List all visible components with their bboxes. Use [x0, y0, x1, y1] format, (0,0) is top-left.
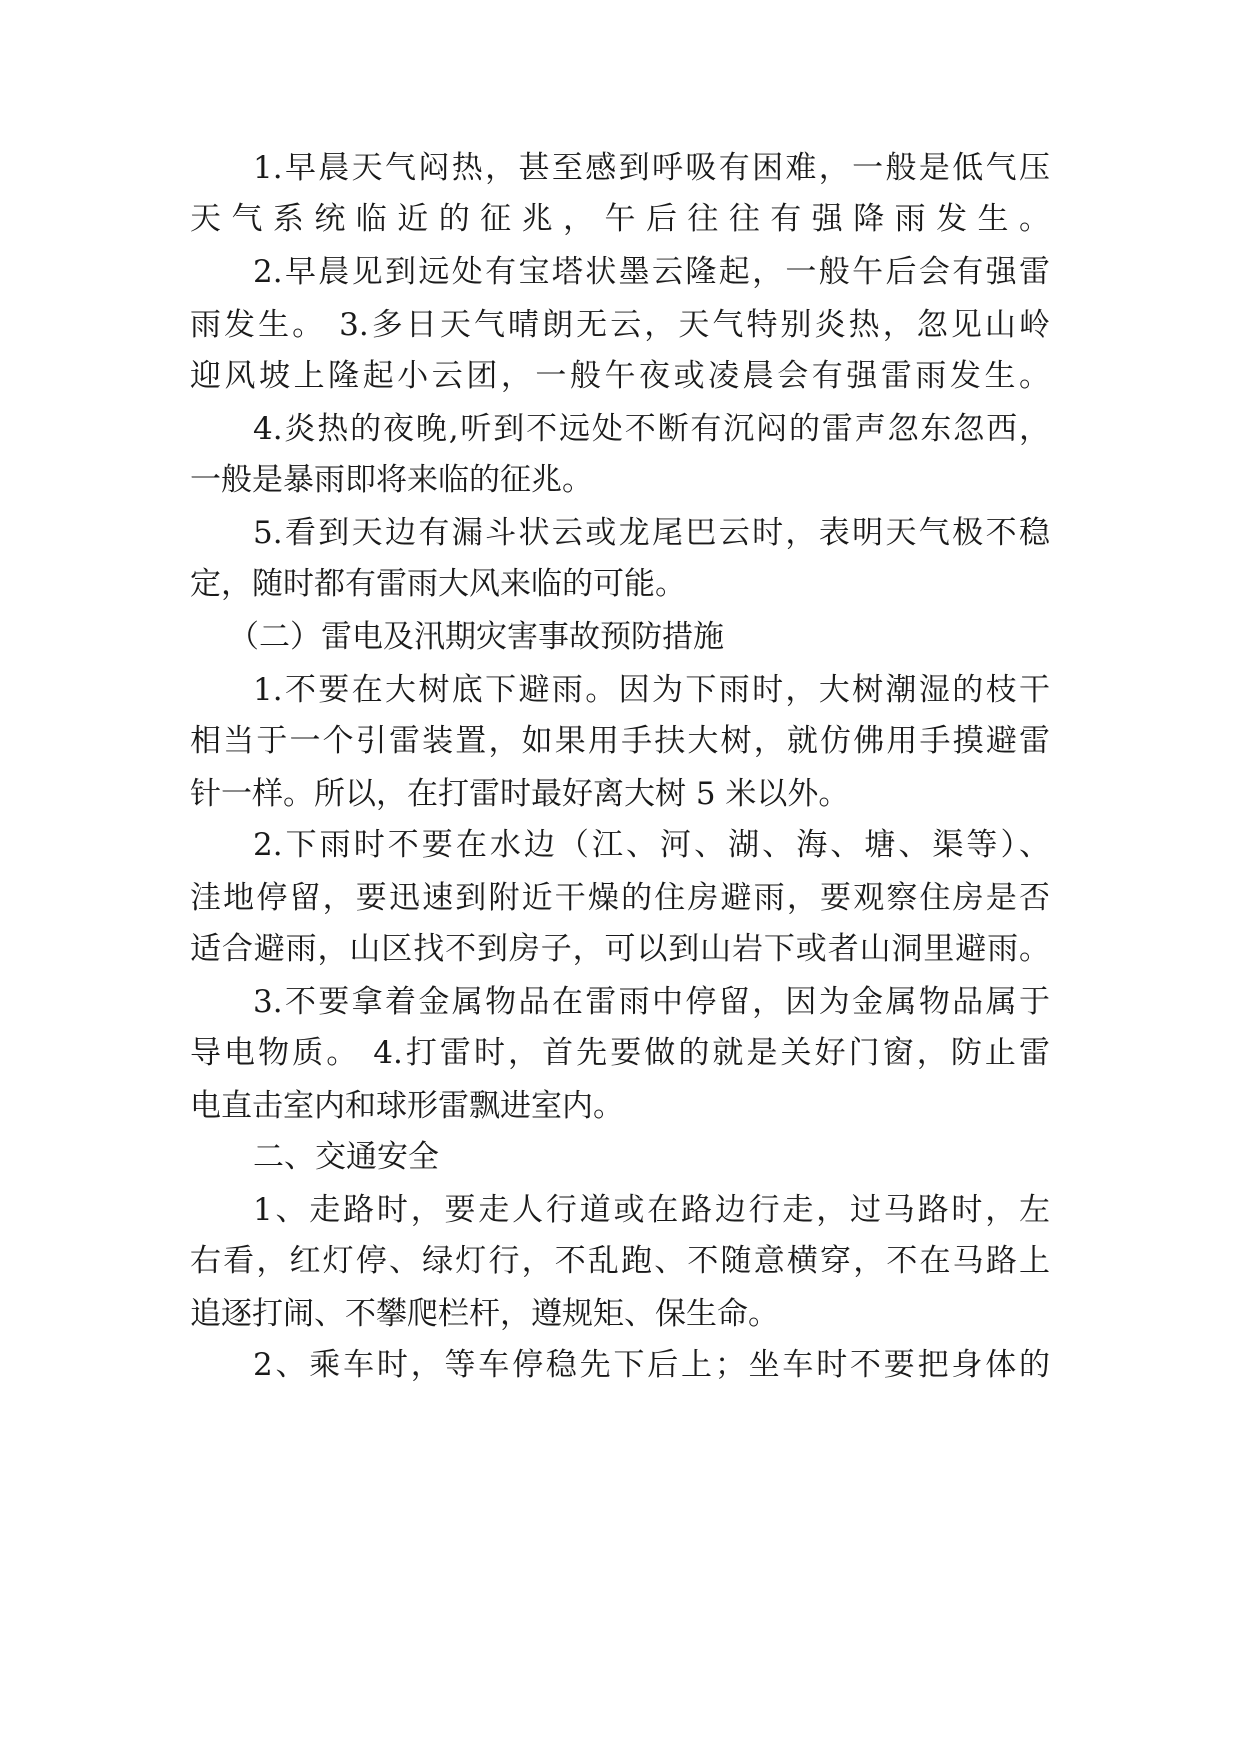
paragraph-2-line-1: 2.早晨见到远处有宝塔状墨云隆起，一般午后会有强雷 [253, 254, 1050, 290]
paragraph-4-line-2: 定，随时都有雷雨大风来临的可能。 [190, 566, 686, 602]
paragraph-8-line-3: 追逐打闹、不攀爬栏杆，遵规矩、保生命。 [190, 1296, 779, 1332]
paragraph-2-line-3: 迎风坡上隆起小云团，一般午夜或凌晨会有强雷雨发生。 [190, 358, 1050, 394]
paragraph-6-line-1: 2.下雨时不要在水边（江、河、湖、海、塘、渠等）、 [253, 827, 1050, 863]
paragraph-8-line-2: 右看，红灯停、绿灯行，不乱跑、不随意横穿，不在马路上 [190, 1243, 1050, 1279]
paragraph-5-line-3: 针一样。所以，在打雷时最好离大树 5 米以外。 [190, 776, 850, 812]
paragraph-7-line-1: 3.不要拿着金属物品在雷雨中停留，因为金属物品属于 [253, 984, 1050, 1020]
paragraph-1-line-1: 1.早晨天气闷热，甚至感到呼吸有困难，一般是低气压 [253, 150, 1050, 186]
paragraph-5-line-1: 1.不要在大树底下避雨。因为下雨时，大树潮湿的枝干 [253, 672, 1050, 708]
paragraph-9-line-1: 2、乘车时，等车停稳先下后上；坐车时不要把身体的 [253, 1347, 1050, 1383]
paragraph-1-line-2: 天气系统临近的征兆，午后往往有强降雨发生。 [190, 201, 1050, 237]
section-heading-traffic-safety: 二、交通安全 [253, 1139, 439, 1175]
paragraph-6-line-2: 洼地停留，要迅速到附近干燥的住房避雨，要观察住房是否 [190, 880, 1050, 916]
paragraph-2-line-2: 雨发生。 3.多日天气晴朗无云，天气特别炎热，忽见山岭 [190, 307, 1050, 343]
paragraph-8-line-1: 1、走路时，要走人行道或在路边行走，过马路时，左 [253, 1192, 1050, 1228]
paragraph-6-line-3: 适合避雨，山区找不到房子，可以到山岩下或者山洞里避雨。 [190, 931, 1050, 967]
paragraph-3-line-1: 4.炎热的夜晚,听到不远处不断有沉闷的雷声忽东忽西， [253, 411, 1050, 447]
section-heading-lightning-flood: （二）雷电及汛期灾害事故预防措施 [228, 619, 724, 655]
paragraph-5-line-2: 相当于一个引雷装置，如果用手扶大树，就仿佛用手摸避雷 [190, 723, 1050, 759]
paragraph-7-line-2: 导电物质。 4.打雷时，首先要做的就是关好门窗，防止雷 [190, 1035, 1050, 1071]
paragraph-7-line-3: 电直击室内和球形雷飘进室内。 [190, 1088, 624, 1124]
paragraph-3-line-2: 一般是暴雨即将来临的征兆。 [190, 462, 593, 498]
paragraph-4-line-1: 5.看到天边有漏斗状云或龙尾巴云时，表明天气极不稳 [253, 515, 1050, 551]
